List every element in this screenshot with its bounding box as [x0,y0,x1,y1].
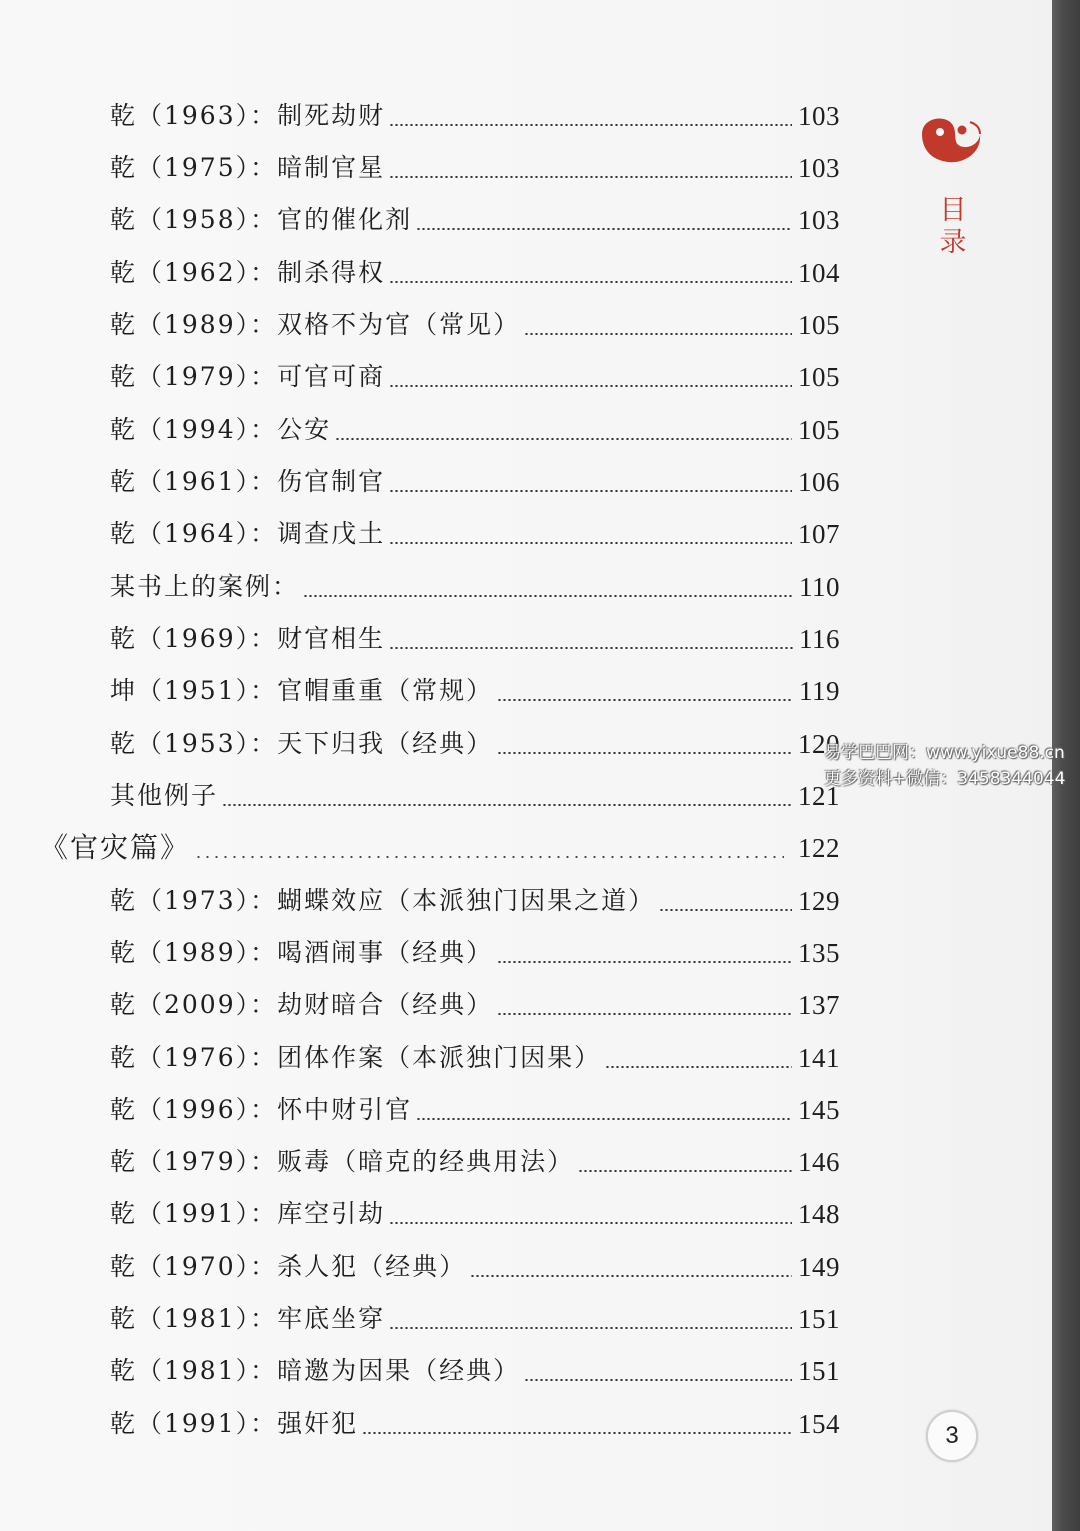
toc-entry-page: 151 [798,1356,840,1386]
toc-entry-page: 119 [799,676,840,706]
toc-entry[interactable] [110,514,840,554]
leader-dots [389,647,793,649]
toc-entry-page: 135 [798,938,840,968]
toc-entry-page: 145 [798,1095,840,1125]
leader-dots [389,1222,792,1224]
page-number-badge: 3 [926,1410,978,1462]
leader-dots [524,1379,792,1381]
toc-entry-title: 乾（1961）：伤官制官 [110,467,386,496]
leader-dots [303,595,793,597]
toc-section-heading[interactable] [40,828,840,868]
toc-entry[interactable] [110,1247,840,1287]
toc-entry-page: 141 [798,1043,840,1073]
toc-entry-page: 104 [798,258,840,288]
toc-entry-title: 坤（1951）：官帽重重（常规） [110,676,494,705]
toc-entry-title: 乾（1953）：天下归我（经典） [110,729,494,758]
toc-entry-page: 129 [798,886,840,916]
toc-entry-page: 149 [798,1252,840,1282]
toc-entry-page: 106 [798,467,840,497]
toc-entry[interactable] [110,1299,840,1339]
toc-entry-page: 103 [798,205,840,235]
toc-entry[interactable] [110,985,840,1025]
toc-entry[interactable] [110,881,840,921]
toc-entry-title: 乾（1991）：强奸犯 [110,1409,359,1438]
toc-entry-title: 乾（1958）：官的催化剂 [110,205,413,234]
leader-dots [497,699,793,701]
toc-entry[interactable] [110,200,840,240]
toc-entry-title: 乾（1989）：双格不为官（常见） [110,310,521,339]
toc-entry-page: 122 [798,833,840,863]
toc-entry[interactable] [110,671,840,711]
toc-entry-title: 乾（1975）：暗制官星 [110,153,386,182]
toc-entry-title: 乾（1964）：调查戊土 [110,519,386,548]
toc-entry-title: 乾（1994）：公安 [110,415,332,444]
toc-entry-page: 116 [799,624,840,654]
toc-entry-page: 105 [798,415,840,445]
toc-entry-title: 乾（2009）：劫财暗合（经典） [110,990,494,1019]
toc-entry-title: 其他例子 [110,781,219,810]
toc-entry-page: 137 [798,990,840,1020]
toc-entry-page: 107 [798,519,840,549]
watermark-line-2: 更多资料+微信：3458344044 [824,769,1066,789]
toc-entry-title: 乾（1969）：财官相生 [110,624,386,653]
leader-dots [497,961,792,963]
toc-entry[interactable] [110,96,840,136]
toc-entry-title: 乾（1963）：制死劫财 [110,101,386,130]
toc-entry-page: 151 [798,1304,840,1334]
toc-entry-title: 乾（1970）：杀人犯（经典） [110,1252,467,1281]
leader-dots [335,438,792,440]
toc-entry[interactable] [110,462,840,502]
toc-entry-title: 乾（1979）：可官可商 [110,362,386,391]
leader-dots [389,124,792,126]
section-tab-char-2: 录 [939,227,967,258]
toc-entry-page: 105 [798,362,840,392]
section-tab-char-1: 目 [939,195,967,226]
leader-dots [389,176,792,178]
toc-entry-title: 乾（1962）：制杀得权 [110,258,386,287]
section-tab-title [936,195,970,259]
leader-dots [389,490,792,492]
toc-section-title: 《官灾篇》 [40,831,191,864]
toc-entry-title: 乾（1989）：喝酒闹事（经典） [110,938,494,967]
leader-dots [470,1275,792,1277]
toc-entry-page: 148 [798,1199,840,1229]
toc-entry-title: 乾（1991）：库空引劫 [110,1199,386,1228]
toc-entry[interactable] [110,305,840,345]
watermark-line-1: 易学巴巴网：www.yixue88.cn [824,743,1065,763]
leader-dots [389,385,792,387]
toc-entry[interactable] [110,1351,840,1391]
toc-entry-title: 乾（1976）：团体作案（本派独门因果） [110,1043,602,1072]
toc-entry-title: 乾（1981）：暗邀为因果（经典） [110,1356,521,1385]
toc-entry[interactable] [110,567,840,607]
toc-entry-page: 120 [798,729,840,759]
toc-entry[interactable] [110,1090,840,1130]
toc-entry-page: 105 [798,310,840,340]
toc-entry[interactable] [110,619,840,659]
leader-dots [605,1066,792,1068]
toc-entry[interactable] [110,410,840,450]
toc-entry-page: 154 [798,1409,840,1439]
leader-dots [659,909,792,911]
toc-entry-title: 乾（1996）：怀中财引官 [110,1095,413,1124]
leader-dots [416,228,792,230]
leader-dots [389,542,792,544]
toc-entry[interactable] [110,253,840,293]
leader-dots [524,333,792,335]
toc-entry[interactable] [110,357,840,397]
leader-dots [194,856,784,858]
leader-dots [389,281,792,283]
toc-entry[interactable] [110,1038,840,1078]
leader-dots [578,1170,792,1172]
yin-yang-icon [918,112,984,164]
toc-entry-page: 103 [798,153,840,183]
leader-dots [362,1432,792,1434]
toc-entry[interactable] [110,776,840,816]
toc-entry-title: 某书上的案例： [110,572,300,601]
toc-entry[interactable] [110,1194,840,1234]
toc-entry-page: 103 [798,101,840,131]
leader-dots [389,1327,792,1329]
toc-entry-title: 乾（1973）：蝴蝶效应（本派独门因果之道） [110,886,656,915]
leader-dots [497,752,792,754]
toc-entry[interactable] [110,148,840,188]
toc-entry-page: 146 [798,1147,840,1177]
leader-dots [416,1118,792,1120]
leader-dots [497,1013,792,1015]
toc-entry-page: 110 [799,572,840,602]
toc-entry-page: 121 [798,781,840,811]
toc-entry[interactable] [110,1142,840,1182]
toc-entry-title: 乾（1979）：贩毒（暗克的经典用法） [110,1147,575,1176]
leader-dots [222,804,792,806]
toc-entry[interactable] [110,933,840,973]
toc-entry[interactable] [110,724,840,764]
watermark [824,740,1074,792]
toc-entry[interactable] [110,1404,840,1444]
toc-entry-title: 乾（1981）：牢底坐穿 [110,1304,386,1333]
